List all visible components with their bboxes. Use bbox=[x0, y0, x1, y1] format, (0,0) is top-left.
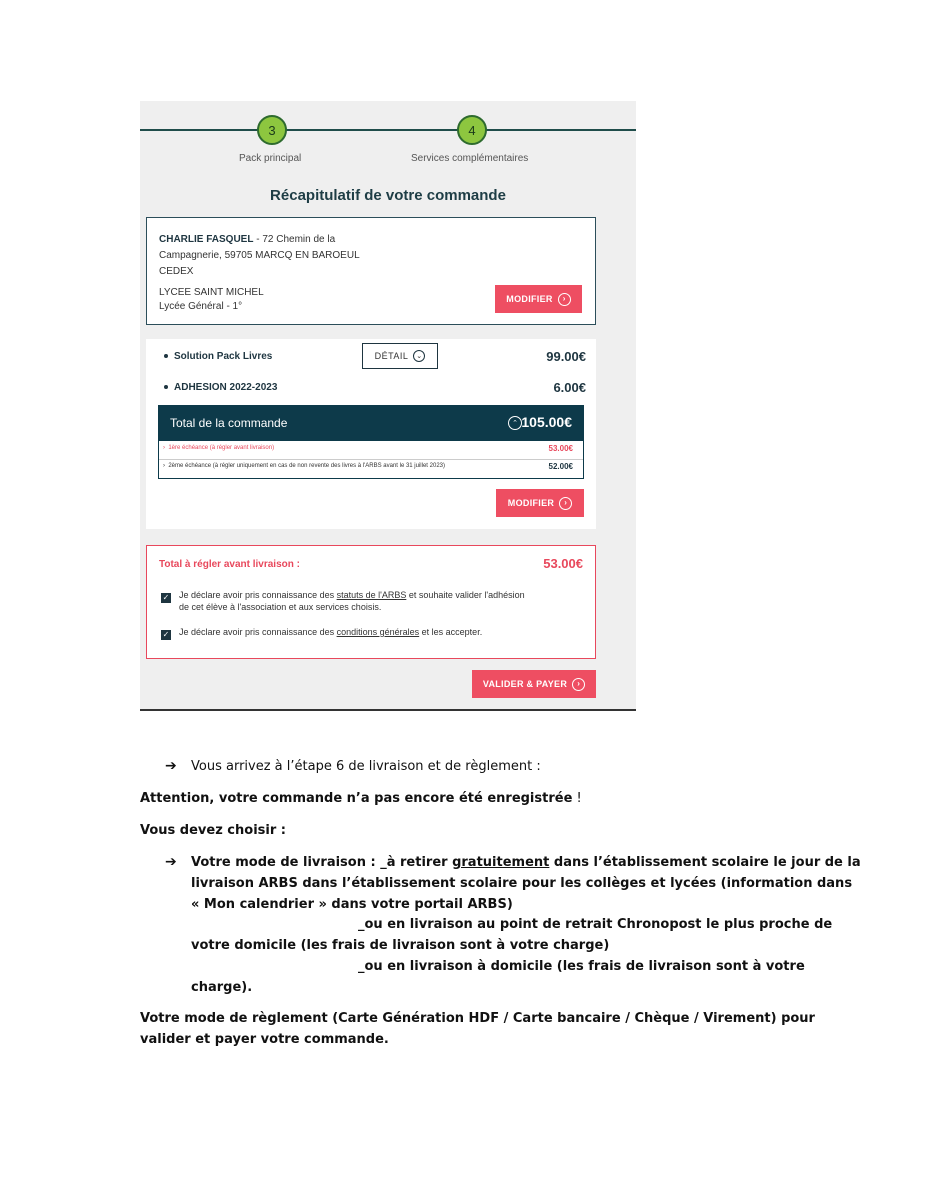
statutes-checkbox[interactable]: ✓ bbox=[162, 593, 170, 602]
chevron-down-icon: ⌄ bbox=[413, 350, 425, 362]
validate-pay-label: VALIDER & PAYER bbox=[482, 679, 568, 689]
address-line1: - 72 Chemin de la bbox=[253, 234, 336, 245]
step-3-circle[interactable]: 3 bbox=[257, 115, 287, 145]
delivery-line-3: « Mon calendrier » dans votre portail ARBS) bbox=[191, 897, 513, 912]
payment-due-label: Total à régler avant livraison : bbox=[159, 559, 300, 570]
address-line2: Campagnerie, 59705 MARCQ EN BAROEUL bbox=[159, 250, 360, 261]
step-3-label: Pack principal bbox=[239, 153, 302, 164]
modify-address-label: MODIFIER bbox=[506, 294, 553, 304]
arrow-right-icon: ➔ bbox=[165, 854, 177, 870]
step-4-circle[interactable]: 4 bbox=[457, 115, 487, 145]
payment-line-2: valider et payer votre commande. bbox=[140, 1032, 389, 1047]
chevron-up-icon[interactable]: ⌃ bbox=[508, 416, 522, 430]
order-item-membership-price: 6.00€ bbox=[553, 380, 586, 395]
choose-text: Vous devez choisir : bbox=[140, 823, 286, 838]
school-name: LYCEE SAINT MICHEL bbox=[159, 287, 264, 298]
order-total-price: 105.00€ bbox=[521, 414, 572, 430]
recap-title: Récapitulatif de votre commande bbox=[270, 187, 506, 204]
school-level: Lycée Général - 1° bbox=[159, 301, 243, 312]
warning-text: Attention, votre commande n’a pas encore été enregistrée ! bbox=[140, 791, 582, 806]
terms-link[interactable]: conditions générales bbox=[336, 627, 420, 637]
schedule-row-1: › 1ère échéance (à régler avant livraison) bbox=[163, 445, 275, 451]
arrow-right-icon: ➔ bbox=[165, 758, 177, 774]
step6-text: Vous arrivez à l’étape 6 de livraison et de règlement : bbox=[191, 759, 541, 774]
payment-line-1: Votre mode de règlement (Carte Génération HDF / Carte bancaire / Chèque / Virement) pour bbox=[140, 1011, 815, 1026]
statutes-text: Je déclare avoir pris connaissance des statuts de l'ARBS et souhaite valider l'adhésion de cet élève à l'association et aux services choisis. bbox=[179, 590, 525, 612]
statutes-link[interactable]: statuts de l'ARBS bbox=[336, 590, 407, 600]
schedule-amount-1: 53.00€ bbox=[548, 444, 573, 453]
customer-name: CHARLIE FASQUEL bbox=[159, 234, 254, 245]
delivery-line-5: votre domicile (les frais de livraison sont à votre charge) bbox=[191, 938, 610, 953]
payment-due-amount: 53.00€ bbox=[543, 556, 583, 571]
chevron-right-icon: › bbox=[558, 293, 571, 306]
delivery-line-6: _ou en livraison à domicile (les frais de livraison sont à votre bbox=[358, 959, 805, 974]
schedule-amount-2: 52.00€ bbox=[548, 462, 573, 471]
modify-order-label: MODIFIER bbox=[507, 498, 555, 508]
chevron-right-icon: › bbox=[572, 678, 585, 691]
delivery-line-4: _ou en livraison au point de retrait Chronopost le plus proche de bbox=[358, 917, 833, 932]
delivery-line-1: Votre mode de livraison : _à retirer gratuitement dans l’établissement scolaire le jour de la bbox=[191, 855, 861, 870]
schedule-row-2: › 2ème échéance (à régler uniquement en cas de non revente des livres à l'ARBS avant le 31 juillet 2023) bbox=[163, 463, 445, 469]
terms-text: Je déclare avoir pris connaissance des conditions générales et les accepter. bbox=[179, 627, 483, 637]
order-item-pack: Solution Pack Livres bbox=[164, 351, 272, 362]
detail-label: DÉTAIL bbox=[374, 351, 409, 361]
delivery-line-2: livraison ARBS dans l’établissement scolaire pour les collèges et lycées (information dans bbox=[191, 876, 853, 891]
order-total-label: Total de la commande bbox=[170, 416, 288, 430]
delivery-line-7: charge). bbox=[191, 980, 253, 995]
address-line3: CEDEX bbox=[159, 266, 194, 277]
step-4-label: Services complémentaires bbox=[411, 153, 529, 164]
order-item-membership: ADHESION 2022-2023 bbox=[164, 382, 277, 393]
terms-checkbox[interactable]: ✓ bbox=[162, 630, 170, 639]
order-item-pack-price: 99.00€ bbox=[546, 349, 586, 364]
chevron-right-icon: › bbox=[559, 497, 572, 510]
